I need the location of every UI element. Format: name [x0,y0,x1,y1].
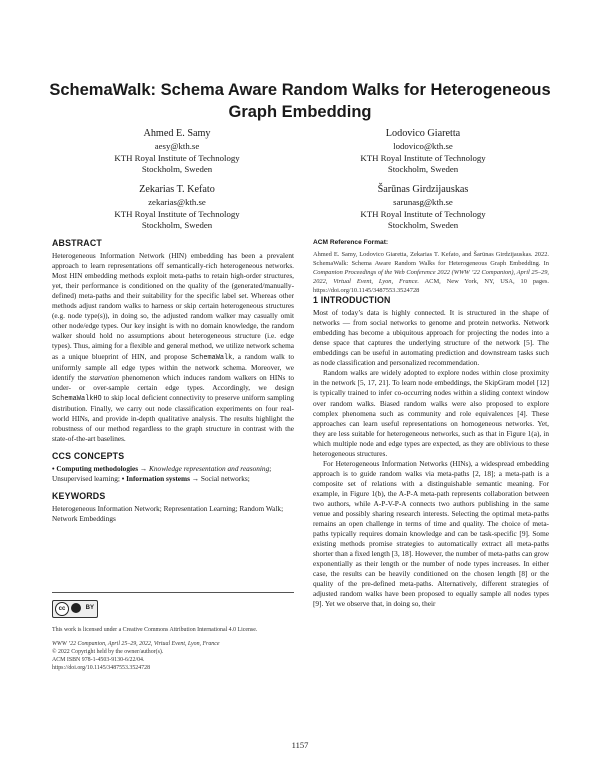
license-text: This work is licensed under a Creative Commons Attribution International 4.0 License. [52,627,258,633]
keywords-text: Heterogeneous Information Network; Representation Learning; Random Walk; Network Embeddings [52,504,284,524]
author-block [62,128,292,176]
left-column [52,238,294,524]
author-name: Ahmed E. Samy [143,128,211,139]
author-location: Stockholm, Sweden [141,220,213,230]
author-block [308,184,538,232]
keywords-heading: KEYWORDS [52,491,106,502]
author-affiliation: KTH Royal Institute of Technology [360,152,486,163]
cc-by-license-icon[interactable]: cc BY [52,600,98,618]
author-name: Zekarias T. Kefato [139,184,215,195]
method-name: SchemaWalkHO [52,394,102,403]
reference-format-text: Ahmed E. Samy, Lodovico Giaretta, Zekarias T. Kefato, and Šarūnas Girdzijauskas. 2022. SchemaWalk: Schema Aware Random Walks for Heterogeneous Graph Embedding. In Companion Proceedings of the Web Conference 2022 (WWW ’22 Companion), April 25–29, 2022, Virtual Event, Lyon, France. ACM, New York, NY, USA, 10 pages. https://doi.org/10.1145/3487553.3524728 [313,251,549,295]
page-number: 1157 [291,740,309,750]
conference-info: WWW ’22 Companion, April 25–29, 2022, Virtual Event, Lyon, France [52,641,220,648]
author-block [308,128,538,176]
ccs-text: • Computing methodologies → Knowledge representation and reasoning; Unsupervised learning; • Information systems → Social networks; [52,463,272,484]
introduction-heading: 1 INTRODUCTION [313,295,391,306]
author-affiliation: KTH Royal Institute of Technology [114,208,240,219]
abstract-heading: ABSTRACT [52,238,102,248]
author-name: Lodovico Giaretta [385,128,461,139]
intro-paragraph: For Heterogeneous Information Networks (HINs), a widespread embedding approach is to guide random walks via meta-paths [2, 18]; a meta-path is a composite set of relations with a distinguishable semantic meaning. For example, in Figure 1(b), the A-P-A meta-path represents collaboration between two authors, while A-P-V-P-A connects two authors publishing in the same venue and possibly sharing research interests. Selecting the optimal meta-paths remains an open challenge in terms of time and quality. The choice of meta-paths typically requires domain knowledge and can be task-specific [9]. Some existing methods promise strategies to automatically extract all meta-paths shorter than a fixed length [3, 18]. However, the number of meta-paths can grow exponentially as their length or the number of node types increases. In either case, the results can be heavily conditioned on the chosen length [8] or the quality of the pre-defined meta-paths. Alternatively, different strategies of adjusted random walks have been proposed to equally sample all nodes types [9]. Yet we observe that, in doing so, their [313,458,549,609]
author-email: sarunasg@kth.se [393,197,453,207]
author-email: lodovico@kth.se [393,141,453,151]
ccs-heading: CCS CONCEPTS [52,450,125,461]
right-column [313,238,549,610]
author-name: Šarūnas Girdzijauskas [377,184,469,195]
intro-paragraph: Random walks are widely adopted to explore nodes within close proximity in the network [5, 17, 21]. To learn node embeddings, the SkipGram model [12] is typically trained to infer co-occurring nodes within a sliding context window over random walks. Biased random walks were also proposed to explore complex phenomena such as community and role equivalences [4]. These approaches can learn useful representations on homogeneous networks. Yet, they are less suitable for heterogeneous networks, such as that in Figure 1(a), in which multiple node and edge types are expected, as they are oblivious to these heterogeneous structures. [313,368,549,458]
method-name: SchemaWalk [190,353,233,362]
author-location: Stockholm, Sweden [387,220,459,230]
license-block [52,592,294,672]
author-affiliation: KTH Royal Institute of Technology [114,152,240,163]
reference-format-heading: ACM Reference Format: [313,239,389,246]
isbn: ACM ISBN 978-1-4503-9130-6/22/04. [52,657,145,664]
footnote-rule [52,592,294,593]
copyright: © 2022 Copyright held by the owner/author(s). [52,649,164,656]
author-location: Stockholm, Sweden [141,164,213,174]
author-email: zekarias@kth.se [148,197,206,207]
author-email: aesy@kth.se [154,141,200,151]
author-affiliation: KTH Royal Institute of Technology [360,208,486,219]
author-block [62,184,292,232]
abstract-text: Heterogeneous Information Network (HIN) embedding has been a prevalent approach to learn representations off semantically-rich heterogeneous networks. Most HIN embedding methods exploit meta-paths to retain high-order structures, yet, their performance is conditioned on the quality of the (generated/manually-defined) meta-paths and their suitability for the specific label set. Whereas other methods adjust random walks to harness or skip certain heterogeneous structures (e.g. node type(s)), in doing so, the adjusted random walker may casually omit other node/edge types. Our key insight is with no domain knowledge, the random walker should hold no assumptions about heterogeneous structure (i.e. edge types). Thus, aiming for a flexible and general method, we utilize network schema as a unique blueprint of HIN, and propose SchemaWalk, a random walk to uniformly sample all edge types within the network schema. Moreover, we identify the starvation phenomenon which induces random walkers on HINs to under- or over-sample certain edge types. Accordingly, we design SchemaWalkHO to skip local deficient connectivity to preserve uniform sampling distribution. Finally, we carry out node classification experiments on four real-world HINs, and provide in-depth qualitative analysis. The results highlight the robustness of our method regardless to the graph structure in contrast with the state-of-the-art baselines. [52,251,295,443]
paper-title: SchemaWalk: Schema Aware Random Walks for Heterogeneous Graph Embedding [49,81,551,121]
author-location: Stockholm, Sweden [387,164,459,174]
doi-link[interactable]: https://doi.org/10.1145/3487553.3524728 [52,665,151,672]
intro-paragraph: Most of today’s data is highly connected. It is structured in the shape of networks — from social networks to genome and protein networks. Network embedding has become a ubiquitous approach for projecting the nodes into a dense space that captures the underlying structure of the network [5]. The embeddings can be useful in automating prediction and downstream tasks such as node classification and personalized recommendation. [313,308,549,368]
